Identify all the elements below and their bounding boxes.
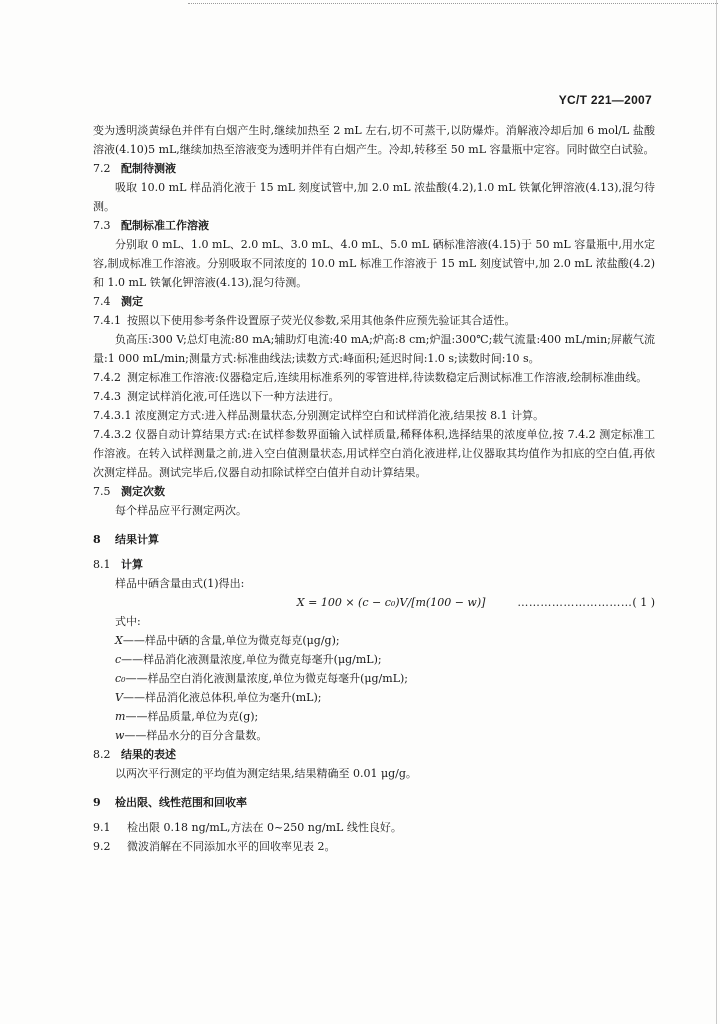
formula-leader-dots: ………………………… [517,596,633,609]
section-8-heading: 8 结果计算 [93,533,159,546]
section-8-2-text: 以两次平行测定的平均值为测定结果,结果精确至 0.01 μg/g。 [115,767,417,780]
section-7-4-heading: 7.4 测定 [93,295,143,308]
section-8-1-heading: 8.1 计算 [93,558,143,571]
symbol-definitions [115,631,655,745]
section-9-2-text: 9.2 微波消解在不同添加水平的回收率见表 2。 [93,840,336,853]
definition-item: m——样品质量,单位为克(g); [115,710,259,723]
definition-item: w——样品水分的百分含量数。 [115,729,268,742]
scan-top-rule [188,3,718,4]
section-7-4-3-2-text: 7.4.3.2 仪器自动计算结果方式:在试样参数界面输入试样质量,稀释体积,选择结果的浓度单位,按 7.4.2 测定标准工作溶液。在转入试样测量之前,进入空白值测量状态,用试样空白消化液进样,让仪器取其均值作为扣底的空白值,再依次测定样品。测试完毕后,仪器自动扣除试样空白值并自动计算结果。 [93,428,655,479]
definition-item: V——样品消化液总体积,单位为毫升(mL); [115,691,322,704]
document-body [93,121,655,856]
section-7-3-heading: 7.3 配制标准工作溶液 [93,219,209,232]
formula-expression: X = 100 × (c − c₀)V/[m(100 − w)] [296,596,486,609]
standard-code: YC/T 221—2007 [558,93,652,107]
scan-right-edge [716,0,717,1024]
definition-item: c——样品消化液测量浓度,单位为微克每毫升(μg/mL); [115,653,382,666]
formula-where: 式中: [115,615,141,628]
section-7-4-3-text: 7.4.3 测定试样消化液,可任选以下一种方法进行。 [93,390,340,403]
formula-intro: 样品中硒含量由式(1)得出: [115,577,245,590]
definition-item: c₀——样品空白消化液测量浓度,单位为微克每毫升(μg/mL); [115,672,408,685]
section-9-1-text: 9.1 检出限 0.18 ng/mL,方法在 0~250 ng/mL 线性良好。 [93,821,402,834]
section-7-5-text: 每个样品应平行测定两次。 [115,504,247,517]
section-9-heading: 9 检出限、线性范围和回收率 [93,796,247,809]
section-7-4-2-text: 7.4.2 测定标准工作溶液:仪器稳定后,连续用标准系列的零管进样,待读数稳定后测试标准工作溶液,绘制标准曲线。 [93,371,648,384]
section-7-4-3-1-text: 7.4.3.1 浓度测定方式:进入样品测量状态,分别测定试样空白和试样消化液,结果按 8.1 计算。 [93,409,545,422]
formula-line [93,593,655,612]
intro-paragraph: 变为透明淡黄绿色并伴有白烟产生时,继续加热至 2 mL 左右,切不可蒸干,以防爆炸。消解液冷却后加 6 mol/L 盐酸溶液(4.10)5 mL,继续加热至溶液变为透明并伴有白烟产生。冷却,转移至 50 mL 容量瓶中定容。同时做空白试验。 [93,124,655,156]
section-7-2-heading: 7.2 配制待测液 [93,162,176,175]
section-7-2-text: 吸取 10.0 mL 样品消化液于 15 mL 刻度试管中,加 2.0 mL 浓盐酸(4.2),1.0 mL 铁氰化钾溶液(4.13),混匀待测。 [93,181,655,213]
definition-item: X——样品中硒的含量,单位为微克每克(μg/g); [115,634,340,647]
formula-number: ( 1 ) [632,596,655,609]
section-8-2-heading: 8.2 结果的表述 [93,748,176,761]
instrument-conditions: 负高压:300 V;总灯电流:80 mA;辅助灯电流:40 mA;炉高:8 cm;炉温:300℃;载气流量:400 mL/min;屏蔽气流量:1 000 mL/min;测量方式:标准曲线法;读数方式:峰面积;延迟时间:1.0 s;读数时间:10 s。 [93,333,655,365]
section-7-3-text: 分别取 0 mL、1.0 mL、2.0 mL、3.0 mL、4.0 mL、5.0 mL 硒标准溶液(4.15)于 50 mL 容量瓶中,用水定容,制成标准工作溶液。分别吸取不同浓度的 10.0 mL 标准工作溶液于 15 mL 刻度试管中,加 2.0 mL 浓盐酸(4.2)和 1.0 mL 铁氰化钾溶液(4.13),混匀待测。 [93,238,655,289]
section-7-4-1-text: 7.4.1 按照以下使用参考条件设置原子荧光仪参数,采用其他条件应预先验证其合适性。 [93,314,516,327]
section-7-5-heading: 7.5 测定次数 [93,485,165,498]
